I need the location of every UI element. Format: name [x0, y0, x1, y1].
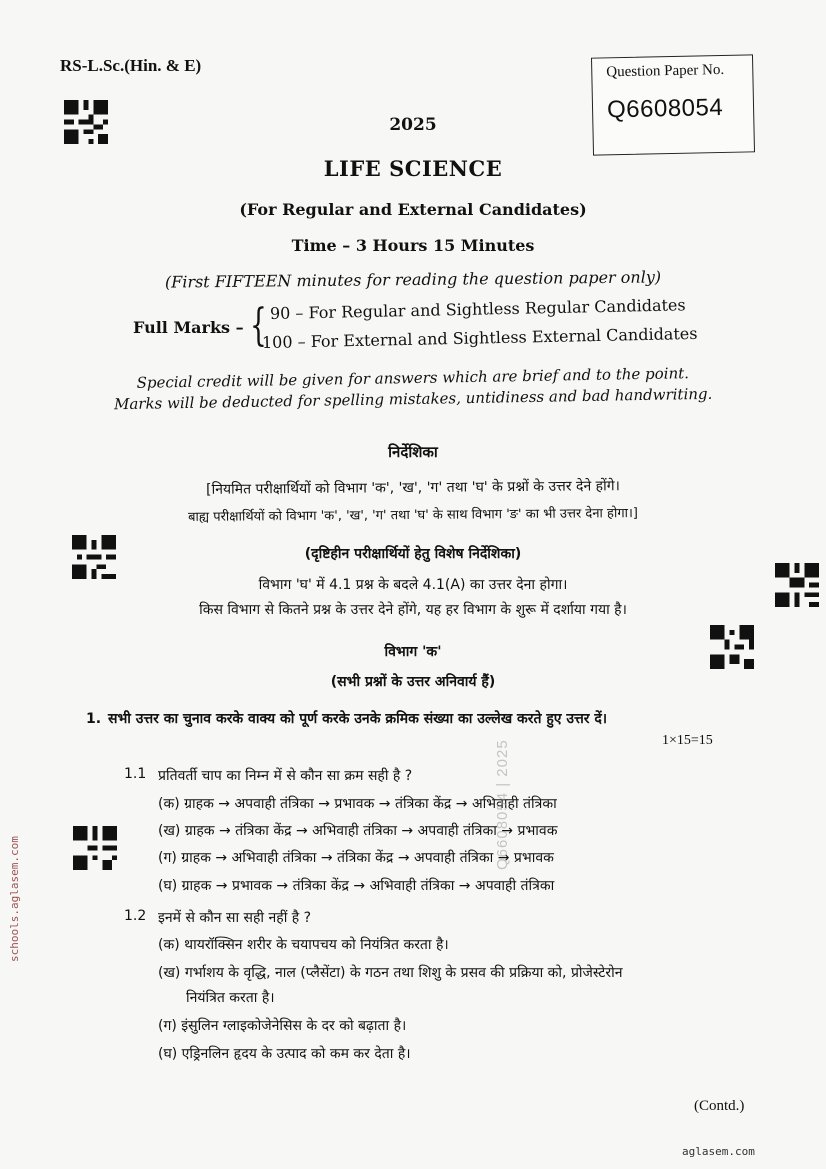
instructions-title: निर्देशिका [388, 443, 438, 461]
subquestion-text: प्रतिवर्ती चाप का निम्न में से कौन सा क्रम सही है ? [158, 768, 413, 784]
brace: { [250, 300, 267, 351]
credit-note-line: Special credit will be given for answers which are brief and to the point. [136, 364, 690, 392]
paper-code: RS-L.Sc.(Hin. & E) [60, 56, 202, 75]
instructions-line: [नियमित परीक्षार्थियों को विभाग 'क', 'ख', 'ग' तथा 'घ' के प्रश्नों के उत्तर देने होंगे। [206, 478, 620, 498]
special-instructions-title: (दृष्टिहीन परीक्षार्थियों हेतु विशेष निर्देशिका) [304, 546, 522, 562]
option-item: (ग) इंसुलिन ग्लाइकोजेनेसिस के दर को बढ़ाता है। [158, 1018, 407, 1034]
section-title: विभाग 'क' [384, 644, 442, 660]
continued-label: (Contd.) [694, 1098, 745, 1114]
question-paper-number: Q6608054 [606, 93, 724, 124]
subject-title: LIFE SCIENCE [323, 156, 503, 181]
qr-code-icon [73, 826, 117, 870]
subquestion-number: 1.1 [124, 766, 147, 782]
option-item: (घ) एड्रिनलिन हृदय के उत्पाद को कम कर देता है। [158, 1046, 411, 1062]
side-watermark-url: schools.aglasem.com [8, 836, 21, 962]
marks-external: 100 – For External and Sightless External Candidates [261, 323, 698, 352]
exam-year: 2025 [389, 115, 437, 135]
footer-url: aglasem.com [682, 1145, 755, 1158]
instructions-line: बाह्य परीक्षार्थियों को विभाग 'क', 'ख', 'ग' तथा 'घ' के साथ विभाग 'ङ' का भी उत्तर देना होगा।] [187, 506, 639, 525]
credit-note [0, 361, 826, 417]
section-subtitle: (सभी प्रश्नों के उत्तर अनिवार्य हैं) [330, 674, 496, 690]
reading-note: (First FIFTEEN minutes for reading the question paper only) [164, 267, 662, 292]
option-item-continued: नियंत्रित करता है। [186, 990, 275, 1006]
question-text: सभी उत्तर का चुनाव करके वाक्य को पूर्ण करके उनके क्रमिक संख्या का उल्लेख करते हुए उत्तर दें। [108, 711, 608, 727]
option-item: (ख) ग्राहक → तंत्रिका केंद्र → अभिवाही तंत्रिका → अपवाही तंत्रिका → प्रभावक [158, 823, 558, 839]
option-item: (ग) ग्राहक → अभिवाही तंत्रिका → तंत्रिका केंद्र → अपवाही तंत्रिका → प्रभावक [158, 850, 554, 866]
time-limit: Time – 3 Hours 15 Minutes [291, 236, 535, 255]
question-paper-box [591, 54, 755, 155]
question-number: 1. [86, 711, 102, 727]
credit-note-line: Marks will be deducted for spelling mistakes, untidiness and bad handwriting. [113, 384, 713, 414]
option-item: (क) थायरॉक्सिन शरीर के चयापचय को नियंत्रित करता है। [158, 937, 449, 953]
candidates-note: (For Regular and External Candidates) [239, 200, 587, 219]
option-item: (क) ग्राहक → अपवाही तंत्रिका → प्रभावक → तंत्रिका केंद्र → अभिवाही तंत्रिका [158, 796, 557, 812]
question-paper-label: Question Paper No. [606, 61, 725, 81]
full-marks-label: Full Marks – [133, 318, 244, 337]
marks-regular: 90 – For Regular and Sightless Regular Candidates [269, 295, 686, 323]
watermark-text: Q6608054 | 2025 [494, 739, 511, 870]
option-item: (घ) ग्राहक → प्रभावक → तंत्रिका केंद्र → अभिवाही तंत्रिका → अपवाही तंत्रिका [158, 878, 555, 894]
question-marks: 1×15=15 [662, 733, 713, 748]
subquestion-text: इनमें से कौन सा सही नहीं है ? [158, 910, 312, 926]
distribution-line: किस विभाग से कितने प्रश्न के उत्तर देने होंगे, यह हर विभाग के शुरू में दर्शाया गया है। [199, 602, 627, 618]
special-instructions-line: विभाग 'घ' में 4.1 प्रश्न के बदले 4.1(A) का उत्तर देना होगा। [258, 577, 568, 593]
option-item: (ख) गर्भाशय के वृद्धि, नाल (प्लैसेंटा) के गठन तथा शिशु के प्रसव की प्रक्रिया को, प्रोजेस्टेरोन [158, 965, 623, 981]
subquestion-number: 1.2 [124, 908, 147, 924]
